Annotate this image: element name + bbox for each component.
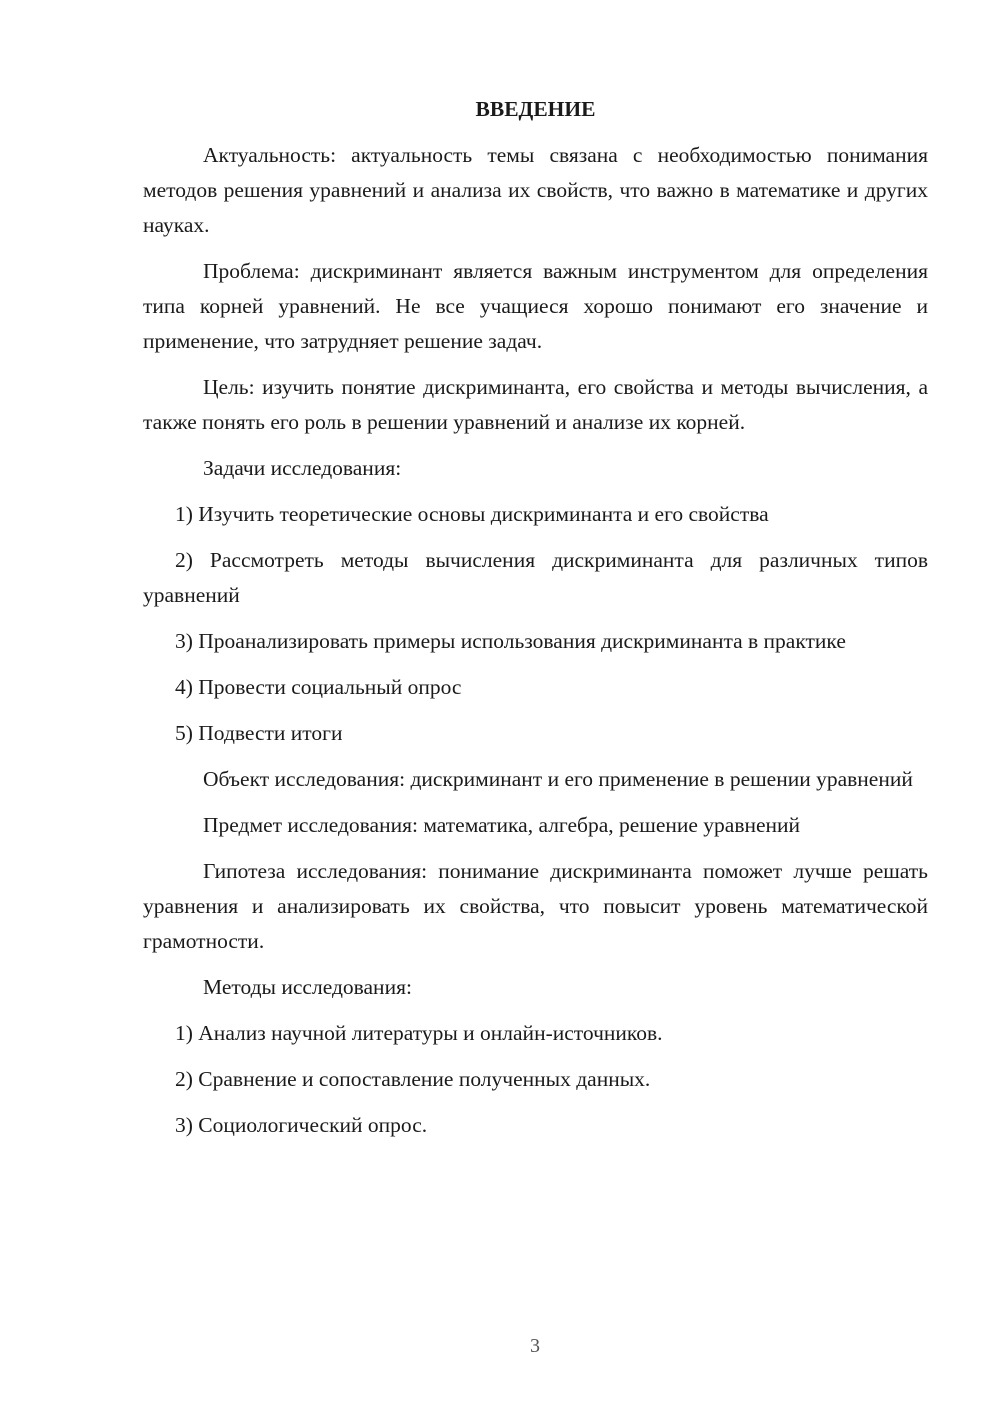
page-content (143, 92, 928, 1154)
method-item: 3) Социологический опрос. (175, 1113, 428, 1137)
task-item: 3) Проанализировать примеры использования дискриминанта в практике (175, 629, 846, 653)
object-paragraph: Объект исследования: дискриминант и его применение в решении уравнений (203, 767, 913, 791)
method-item: 2) Сравнение и сопоставление полученных данных. (175, 1067, 651, 1091)
subject-paragraph: Предмет исследования: математика, алгебра, решение уравнений (203, 813, 801, 837)
task-item: 2) Рассмотреть методы вычисления дискриминанта для различных типов уравнений (143, 548, 928, 607)
task-item: 1) Изучить теоретические основы дискриминанта и его свойства (175, 502, 769, 526)
methods-title: Методы исследования: (203, 975, 412, 999)
task-item: 5) Подвести итоги (175, 721, 343, 745)
goal-paragraph: Цель: изучить понятие дискриминанта, его свойства и методы вычисления, а также понять его роль в решении уравнений и анализе их корней. (143, 375, 928, 434)
page-number: 3 (530, 1335, 540, 1357)
problem-paragraph: Проблема: дискриминант является важным инструментом для определения типа корней уравнений. Не все учащиеся хорошо понимают его значение и применение, что затрудняет решение задач. (143, 259, 928, 353)
section-heading: ВВЕДЕНИЕ (475, 97, 596, 121)
relevance-paragraph: Актуальность: актуальность темы связана с необходимостью понимания методов решения уравнений и анализа их свойств, что важно в математике и других науках. (143, 143, 928, 237)
hypothesis-paragraph: Гипотеза исследования: понимание дискриминанта поможет лучше решать уравнения и анализировать их свойства, что повысит уровень математической грамотности. (143, 859, 928, 953)
method-item: 1) Анализ научной литературы и онлайн-источников. (175, 1021, 663, 1045)
task-item: 4) Провести социальный опрос (175, 675, 462, 699)
tasks-title: Задачи исследования: (203, 456, 402, 480)
